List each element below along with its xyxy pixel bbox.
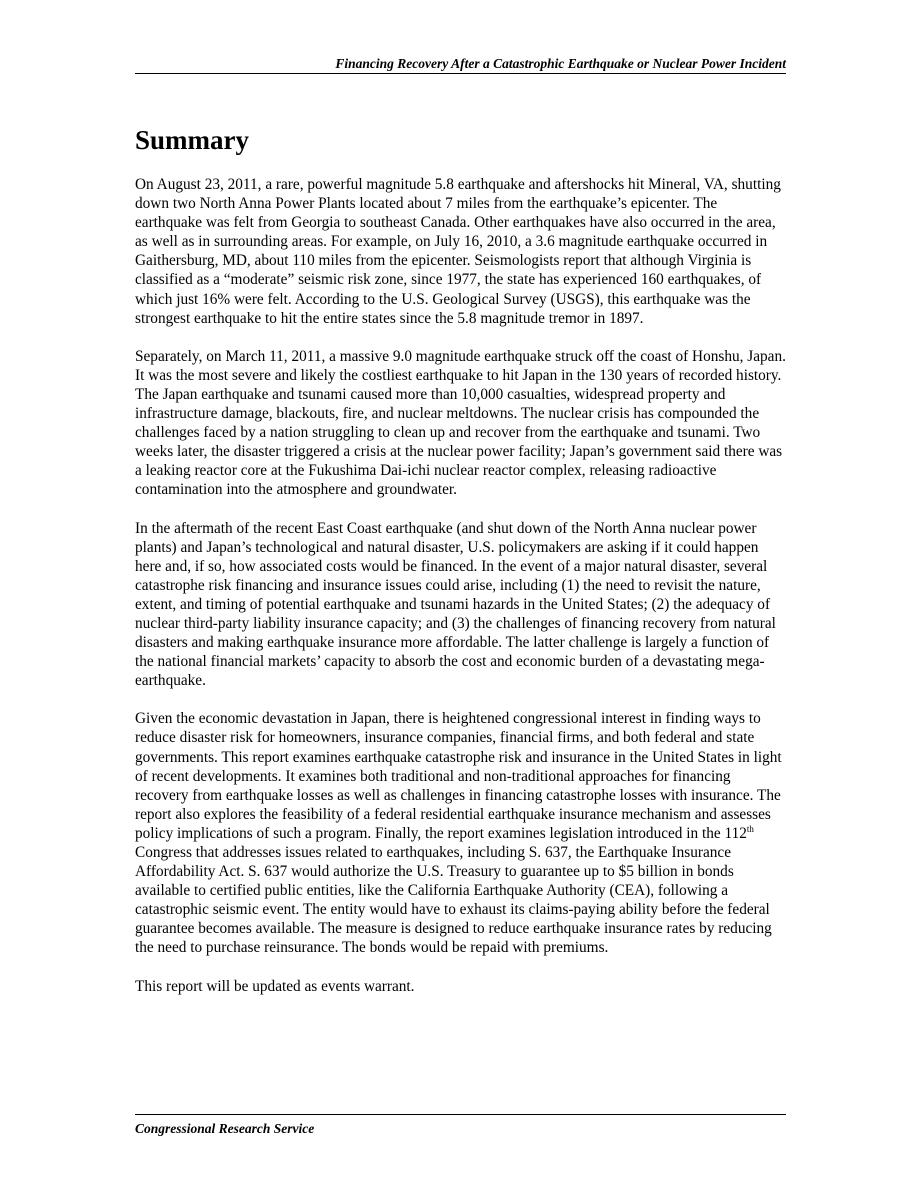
summary-body: [135, 175, 787, 1015]
paragraph-policy-issues: In the aftermath of the recent East Coast earthquake (and shut down of the North Anna nuclear power plants) and Japan’s technological and natural disaster, U.S. policymakers are asking if it could happen here and, if so, how associated costs would be financed. In the event of a major natural disaster, several catastrophe risk financing and insurance issues could arise, including (1) the need to revisit the nature, extent, and timing of potential earthquake and tsunami hazards in the United States; (2) the adequacy of nuclear third-party liability insurance capacity; and (3) the challenges of financing recovery from natural disasters and making earthquake insurance more affordable. The latter challenge is largely a function of the national financial markets’ capacity to absorb the cost and economic burden of a devastating mega-earthquake.: [135, 519, 776, 690]
ordinal-superscript: th: [746, 823, 754, 834]
running-footer: Congressional Research Service: [135, 1121, 315, 1136]
paragraph-report-scope: [135, 709, 787, 957]
report-scope-text-2: Congress that addresses issues related to earthquakes, including S. 637, the Earthquake Insurance Affordability Act. S. 637 would authorize the U.S. Treasury to guarantee up to $5 billion in bonds available to certified public entities, like the California Earthquake Authority (CEA), following a catastrophic seismic event. The entity would have to exhaust its claims-paying ability before the federal guarantee becomes available. The measure is designed to reduce earthquake insurance rates by reducing the need to purchase reinsurance. The bonds would be repaid with premiums.: [135, 844, 772, 957]
footer-divider: [135, 1114, 786, 1115]
paragraph-japan-earthquake: Separately, on March 11, 2011, a massive 9.0 magnitude earthquake struck off the coast of Honshu, Japan. It was the most severe and likely the costliest earthquake to hit Japan in the 130 years of recorded history. The Japan earthquake and tsunami caused more than 10,000 casualties, widespread property and infrastructure damage, blackouts, fire, and nuclear meltdowns. The nuclear crisis has compounded the challenges faced by a nation struggling to clean up and recover from the earthquake and tsunami. Two weeks later, the disaster triggered a crisis at the nuclear power facility; Japan’s government said there was a leaking reactor core at the Fukushima Dai-ichi nuclear reactor complex, releasing radioactive contamination into the atmosphere and groundwater.: [135, 347, 786, 499]
report-scope-text-1: Given the economic devastation in Japan, there is heightened congressional interest in finding ways to reduce disaster risk for homeowners, insurance companies, financial firms, and both federal and state governments. This report examines earthquake catastrophe risk and insurance in the United States in light of recent developments. It examines both traditional and non-traditional approaches for financing recovery from earthquake losses as well as challenges in financing catastrophe losses with insurance. The report also explores the feasibility of a federal residential earthquake insurance mechanism and assesses policy implications of such a program. Finally, the report examines legislation introduced in the 112: [135, 710, 782, 842]
page-title: Summary: [135, 125, 249, 155]
paragraph-update-note: This report will be updated as events warrant.: [135, 977, 415, 995]
running-header: Financing Recovery After a Catastrophic Earthquake or Nuclear Power Incident: [335, 56, 786, 71]
paragraph-august-earthquake: On August 23, 2011, a rare, powerful magnitude 5.8 earthquake and aftershocks hit Mineral, VA, shutting down two North Anna Power Plants located about 7 miles from the earthquake’s epicenter. The earthquake was felt from Georgia to southeast Canada. Other earthquakes have also occurred in the area, as well as in surrounding areas. For example, on July 16, 2010, a 3.6 magnitude earthquake occurred in Gaithersburg, MD, about 110 miles from the epicenter. Seismologists report that although Virginia is classified as a “moderate” seismic risk zone, since 1977, the state has experienced 160 earthquakes, of which just 16% were felt. According to the U.S. Geological Survey (USGS), this earthquake was the strongest earthquake to hit the entire states since the 5.8 magnitude tremor in 1897.: [135, 176, 781, 327]
header-divider: [135, 73, 786, 74]
